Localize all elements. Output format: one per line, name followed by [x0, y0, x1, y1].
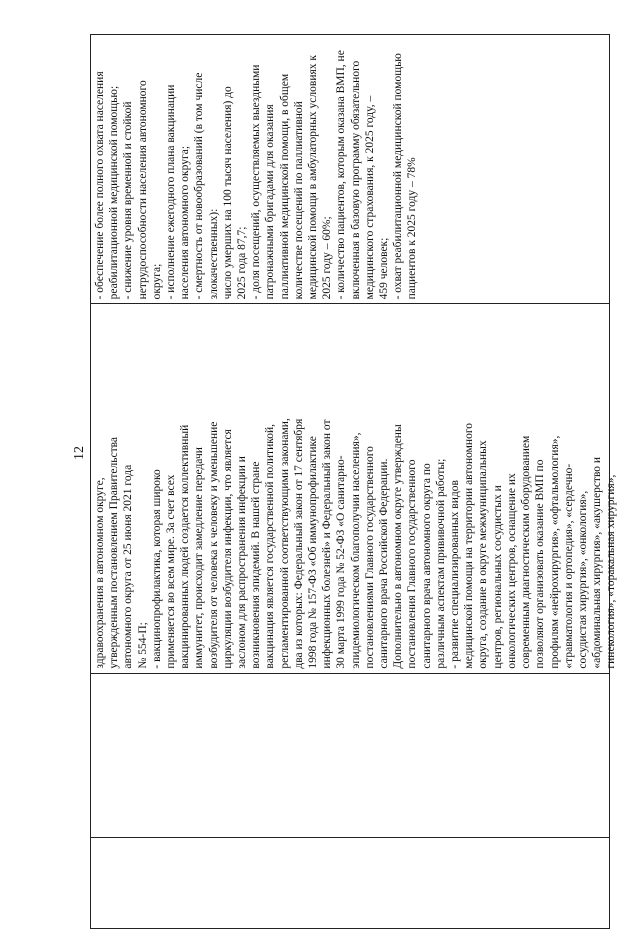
- indicators-line: 2025 году – 60%;: [321, 216, 334, 300]
- measures-line: инфекционных болезней» и Федеральный закон от: [321, 419, 334, 669]
- indicators-line: - доля посещений, осуществляемых выездными: [250, 64, 263, 300]
- measures-line: Дополнительно в автономном округе утверждены: [392, 424, 405, 669]
- measures-line: возбудителя от человека к человеку и уменьшение: [207, 421, 220, 669]
- measures-line: современным диагностическим оборудованием: [520, 435, 533, 669]
- measures-line: автономного округа от 25 июня 2021 года: [122, 464, 135, 669]
- indicators-line: округа;: [150, 263, 163, 300]
- indicators-line: число умерших на 100 тысяч населения) до: [221, 86, 234, 300]
- measures-line: «абдоминальная хирургия», «акушерство и: [591, 456, 604, 669]
- indicators-line: включенная в базовую программу обязательного: [349, 60, 362, 300]
- measures-line: различным аспектам прививочной работы;: [434, 458, 447, 669]
- measures-line: утвержденным постановлением Правительства: [108, 436, 121, 669]
- indicators-line: нетрудоспособности населения автономного: [136, 80, 149, 300]
- measures-line: округа, создание в округе межмуниципальных: [477, 440, 490, 669]
- measures-line: санитарного врача Российской Федерации.: [378, 458, 391, 669]
- measures-line: онкологических центров, оснащение их: [505, 473, 518, 669]
- measures-line: сосудистая хирургия», «онкология»,: [576, 490, 589, 669]
- measures-line: вакцинация является государственной политикой,: [264, 423, 277, 669]
- measures-line: иммунитет, происходит замедление передачи: [193, 447, 206, 669]
- indicators-line: 2025 года 87,7;: [236, 226, 249, 300]
- table-cell-measures: [91, 304, 618, 673]
- measures-line: позволяют организовать оказание ВМП по: [534, 459, 547, 669]
- indicators-line: пациентов к 2025 году – 78%: [406, 157, 419, 300]
- measures-line: - развитие специализированных видов: [449, 480, 462, 669]
- measures-text: [93, 308, 619, 668]
- measures-line: постановлениями Главного государственного: [363, 446, 376, 669]
- page-number: 12: [72, 446, 87, 460]
- program-table: [90, 34, 618, 929]
- indicators-line: - количество пациентов, которым оказана ВМП, не: [335, 50, 348, 300]
- table-cell-empty-second: [91, 674, 609, 839]
- indicators-line: - исполнение ежегодного плана вакцинации: [165, 84, 178, 300]
- indicators-line: патронажными бригадами для оказания: [264, 104, 277, 300]
- measures-line: 1998 года № 157-ФЗ «Об иммунопрофилактике: [307, 436, 320, 669]
- indicators-line: - смертность от новообразований (в том числе: [193, 72, 206, 300]
- measures-line: № 554-П;: [136, 622, 149, 669]
- indicators-line: населения автономного округа;: [179, 145, 192, 300]
- indicators-line: - охват реабилитационной медицинской помощью: [392, 53, 405, 300]
- measures-line: вакцинированных людей создается коллективный: [179, 424, 192, 669]
- measures-line: санитарного врача автономного округа по: [420, 463, 433, 669]
- indicators-line: паллиативной медицинской помощи, в общем: [278, 73, 291, 300]
- measures-line: центров, региональных сосудистых и: [491, 485, 504, 669]
- measures-line: 30 марта 1999 года № 52-ФЗ «О санитарно-: [335, 455, 348, 669]
- measures-line: два из которых: Федеральный закон от 17 сентября: [292, 418, 305, 669]
- indicators-line: 459 человек;: [378, 237, 391, 300]
- measures-line: - вакцинопрофилактика, которая широко: [150, 469, 163, 669]
- table-cell-empty-first: [91, 838, 609, 928]
- measures-line: эпидемиологическом благополучии населения»,: [349, 432, 362, 669]
- measures-line: медицинской помощи на территории автономного: [463, 423, 476, 669]
- indicators-line: - обеспечение более полного охвата населения: [94, 71, 106, 300]
- indicators-line: реабилитационной медицинской помощью;: [108, 85, 121, 300]
- indicators-line: - снижение уровня временной и стойкой: [122, 101, 135, 300]
- measures-line: регламентированной соответствующими законами,: [278, 418, 291, 669]
- measures-line: циркуляции возбудителя инфекции, что является: [221, 429, 234, 669]
- measures-line: применяется во всем мире. За счет всех: [165, 474, 178, 669]
- measures-line: профилям «нейрохирургия», «офтальмология»,: [548, 435, 561, 669]
- measures-line: гинекология», «торакальная хирургия»,: [605, 474, 618, 669]
- indicators-text: [93, 39, 420, 299]
- measures-line: здравоохранения в автономном округе,: [94, 477, 106, 669]
- measures-line: заслоном для распространения инфекции и: [236, 456, 249, 669]
- measures-line: возникновения эпидемий. В нашей стране: [250, 461, 263, 669]
- indicators-line: злокачественных):: [207, 208, 220, 300]
- indicators-line: медицинской помощи в амбулаторных условиях к: [307, 55, 320, 300]
- measures-line: постановления Главного государственного: [406, 459, 419, 669]
- indicators-line: медицинского страхования, к 2025 году, –: [363, 95, 376, 300]
- table-cell-indicators: [91, 35, 609, 304]
- indicators-line: количестве посещений по паллиативной: [292, 101, 305, 300]
- measures-line: «травматология и ортопедия», «сердечно-: [562, 463, 575, 669]
